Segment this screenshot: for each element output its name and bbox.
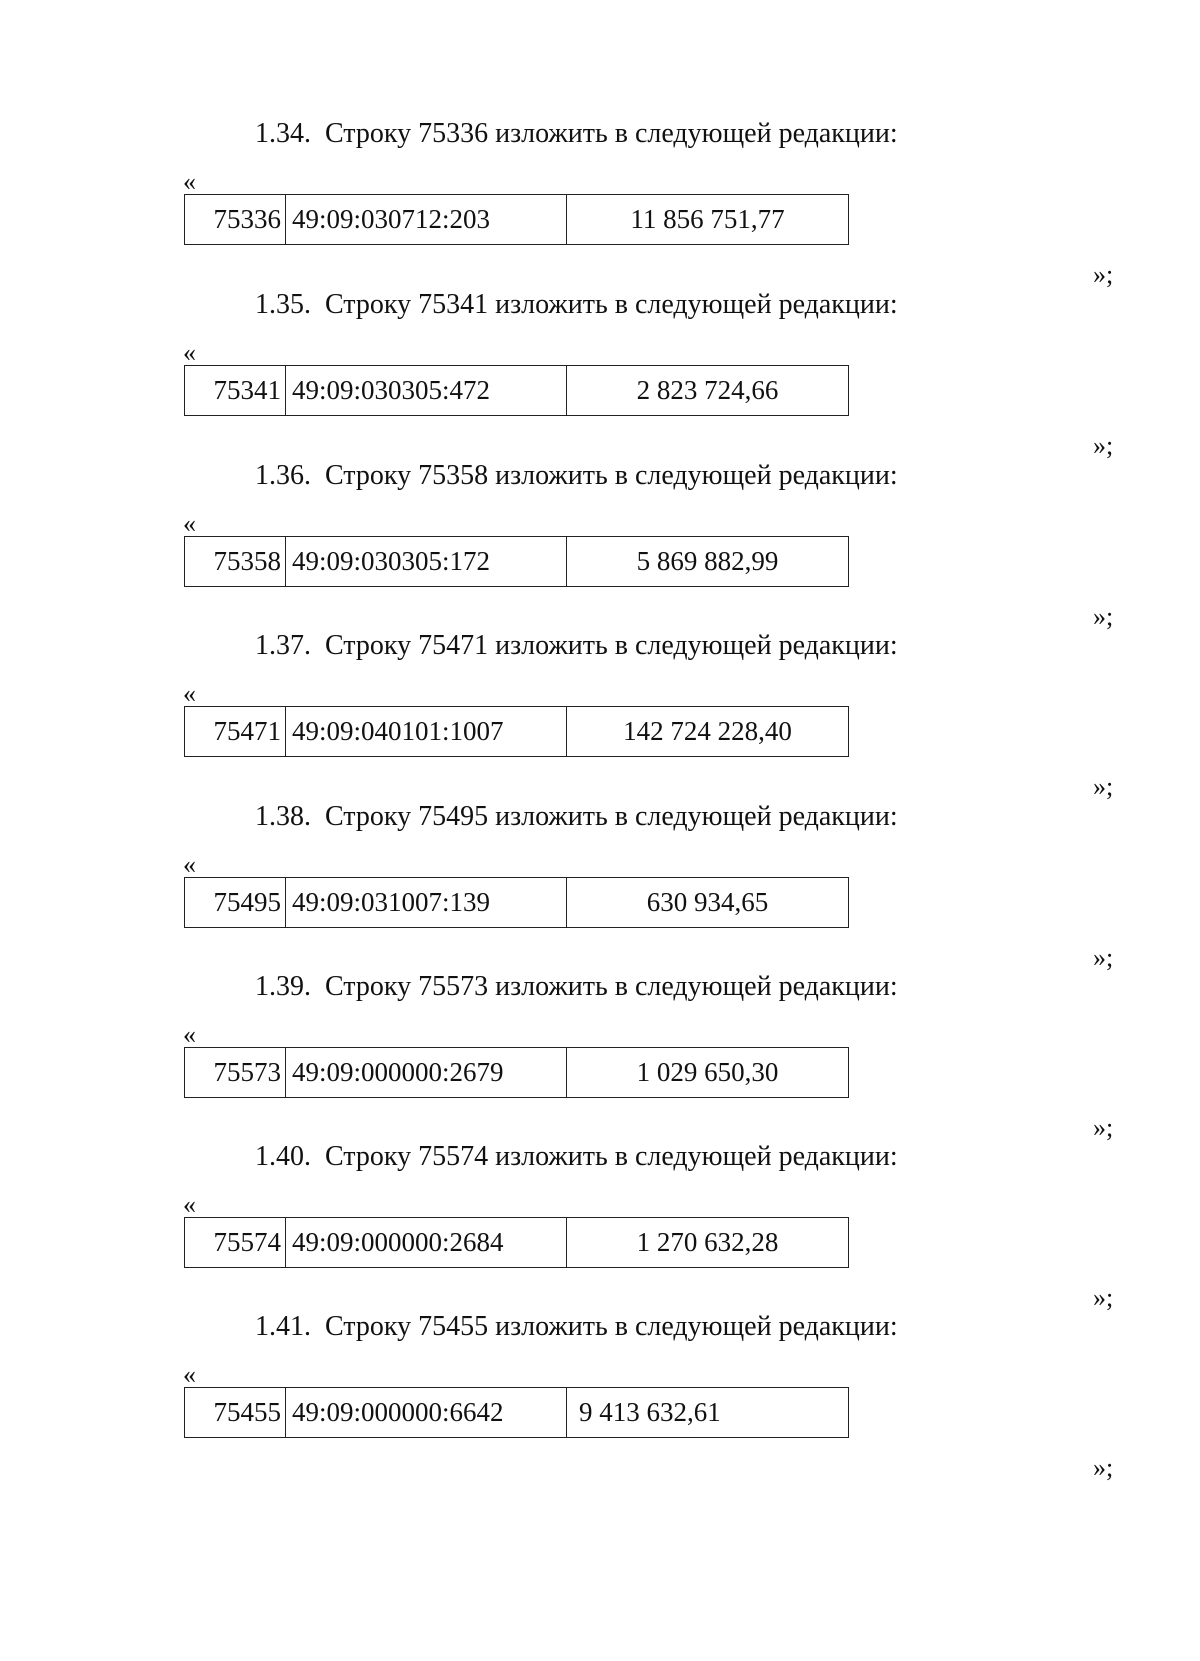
amendment-heading [255, 970, 898, 1004]
item-text: Строку 75495 изложить в следующей редакции: [325, 801, 898, 832]
item-text: Строку 75341 изложить в следующей редакции: [325, 289, 898, 320]
amendment-item [0, 117, 1200, 287]
table-row [184, 365, 849, 416]
value-cell: 630 934,65 [567, 878, 849, 928]
closing-quote: »; [1093, 1453, 1114, 1482]
item-number: 1.41. [255, 1311, 311, 1342]
amendment-item [0, 459, 1200, 629]
value-cell: 9 413 632,61 [567, 1388, 849, 1438]
item-number: 1.35. [255, 289, 311, 320]
item-number: 1.36. [255, 460, 311, 491]
row-number-cell: 75341 [185, 366, 286, 416]
item-text: Строку 75455 изложить в следующей редакции: [325, 1311, 898, 1342]
table-row [184, 1047, 849, 1098]
row-number-cell: 75574 [185, 1218, 286, 1268]
cadastral-number-cell: 49:09:000000:2684 [286, 1218, 567, 1268]
item-number: 1.39. [255, 971, 311, 1002]
amendment-heading [255, 459, 898, 493]
cadastral-number-cell: 49:09:040101:1007 [286, 707, 567, 757]
item-text: Строку 75336 изложить в следующей редакции: [325, 118, 898, 149]
cadastral-number-cell: 49:09:030305:472 [286, 366, 567, 416]
amendment-heading [255, 800, 898, 834]
cadastral-number-cell: 49:09:031007:139 [286, 878, 567, 928]
table-row [184, 877, 849, 928]
table-row [184, 1387, 849, 1438]
value-cell: 1 029 650,30 [567, 1048, 849, 1098]
opening-quote: « [183, 509, 196, 538]
item-text: Строку 75573 изложить в следующей редакции: [325, 971, 898, 1002]
table-row [184, 194, 849, 245]
closing-quote: »; [1093, 943, 1114, 972]
opening-quote: « [183, 1020, 196, 1049]
closing-quote: »; [1093, 772, 1114, 801]
value-cell: 11 856 751,77 [567, 195, 849, 245]
table-row [184, 536, 849, 587]
amendment-item [0, 629, 1200, 799]
closing-quote: »; [1093, 1283, 1114, 1312]
value-cell: 1 270 632,28 [567, 1218, 849, 1268]
amendment-heading [255, 629, 898, 663]
opening-quote: « [183, 850, 196, 879]
row-number-cell: 75471 [185, 707, 286, 757]
closing-quote: »; [1093, 431, 1114, 460]
amendment-item [0, 288, 1200, 458]
opening-quote: « [183, 167, 196, 196]
closing-quote: »; [1093, 602, 1114, 631]
cadastral-number-cell: 49:09:030712:203 [286, 195, 567, 245]
table-row [184, 1217, 849, 1268]
item-number: 1.34. [255, 118, 311, 149]
cadastral-number-cell: 49:09:030305:172 [286, 537, 567, 587]
opening-quote: « [183, 679, 196, 708]
table-row [184, 706, 849, 757]
cadastral-number-cell: 49:09:000000:6642 [286, 1388, 567, 1438]
item-number: 1.38. [255, 801, 311, 832]
value-cell: 2 823 724,66 [567, 366, 849, 416]
opening-quote: « [183, 1360, 196, 1389]
amendment-item [0, 800, 1200, 970]
item-number: 1.37. [255, 630, 311, 661]
item-text: Строку 75471 изложить в следующей редакции: [325, 630, 898, 661]
amendment-heading [255, 1140, 898, 1174]
closing-quote: »; [1093, 1113, 1114, 1142]
cadastral-number-cell: 49:09:000000:2679 [286, 1048, 567, 1098]
amendment-item [0, 970, 1200, 1140]
opening-quote: « [183, 1190, 196, 1219]
row-number-cell: 75336 [185, 195, 286, 245]
amendment-item [0, 1310, 1200, 1480]
row-number-cell: 75573 [185, 1048, 286, 1098]
item-text: Строку 75358 изложить в следующей редакции: [325, 460, 898, 491]
value-cell: 142 724 228,40 [567, 707, 849, 757]
closing-quote: »; [1093, 260, 1114, 289]
row-number-cell: 75358 [185, 537, 286, 587]
amendment-item [0, 1140, 1200, 1310]
row-number-cell: 75455 [185, 1388, 286, 1438]
amendment-heading [255, 117, 898, 151]
value-cell: 5 869 882,99 [567, 537, 849, 587]
amendment-heading [255, 288, 898, 322]
amendment-heading [255, 1310, 898, 1344]
item-text: Строку 75574 изложить в следующей редакции: [325, 1141, 898, 1172]
item-number: 1.40. [255, 1141, 311, 1172]
row-number-cell: 75495 [185, 878, 286, 928]
opening-quote: « [183, 338, 196, 367]
